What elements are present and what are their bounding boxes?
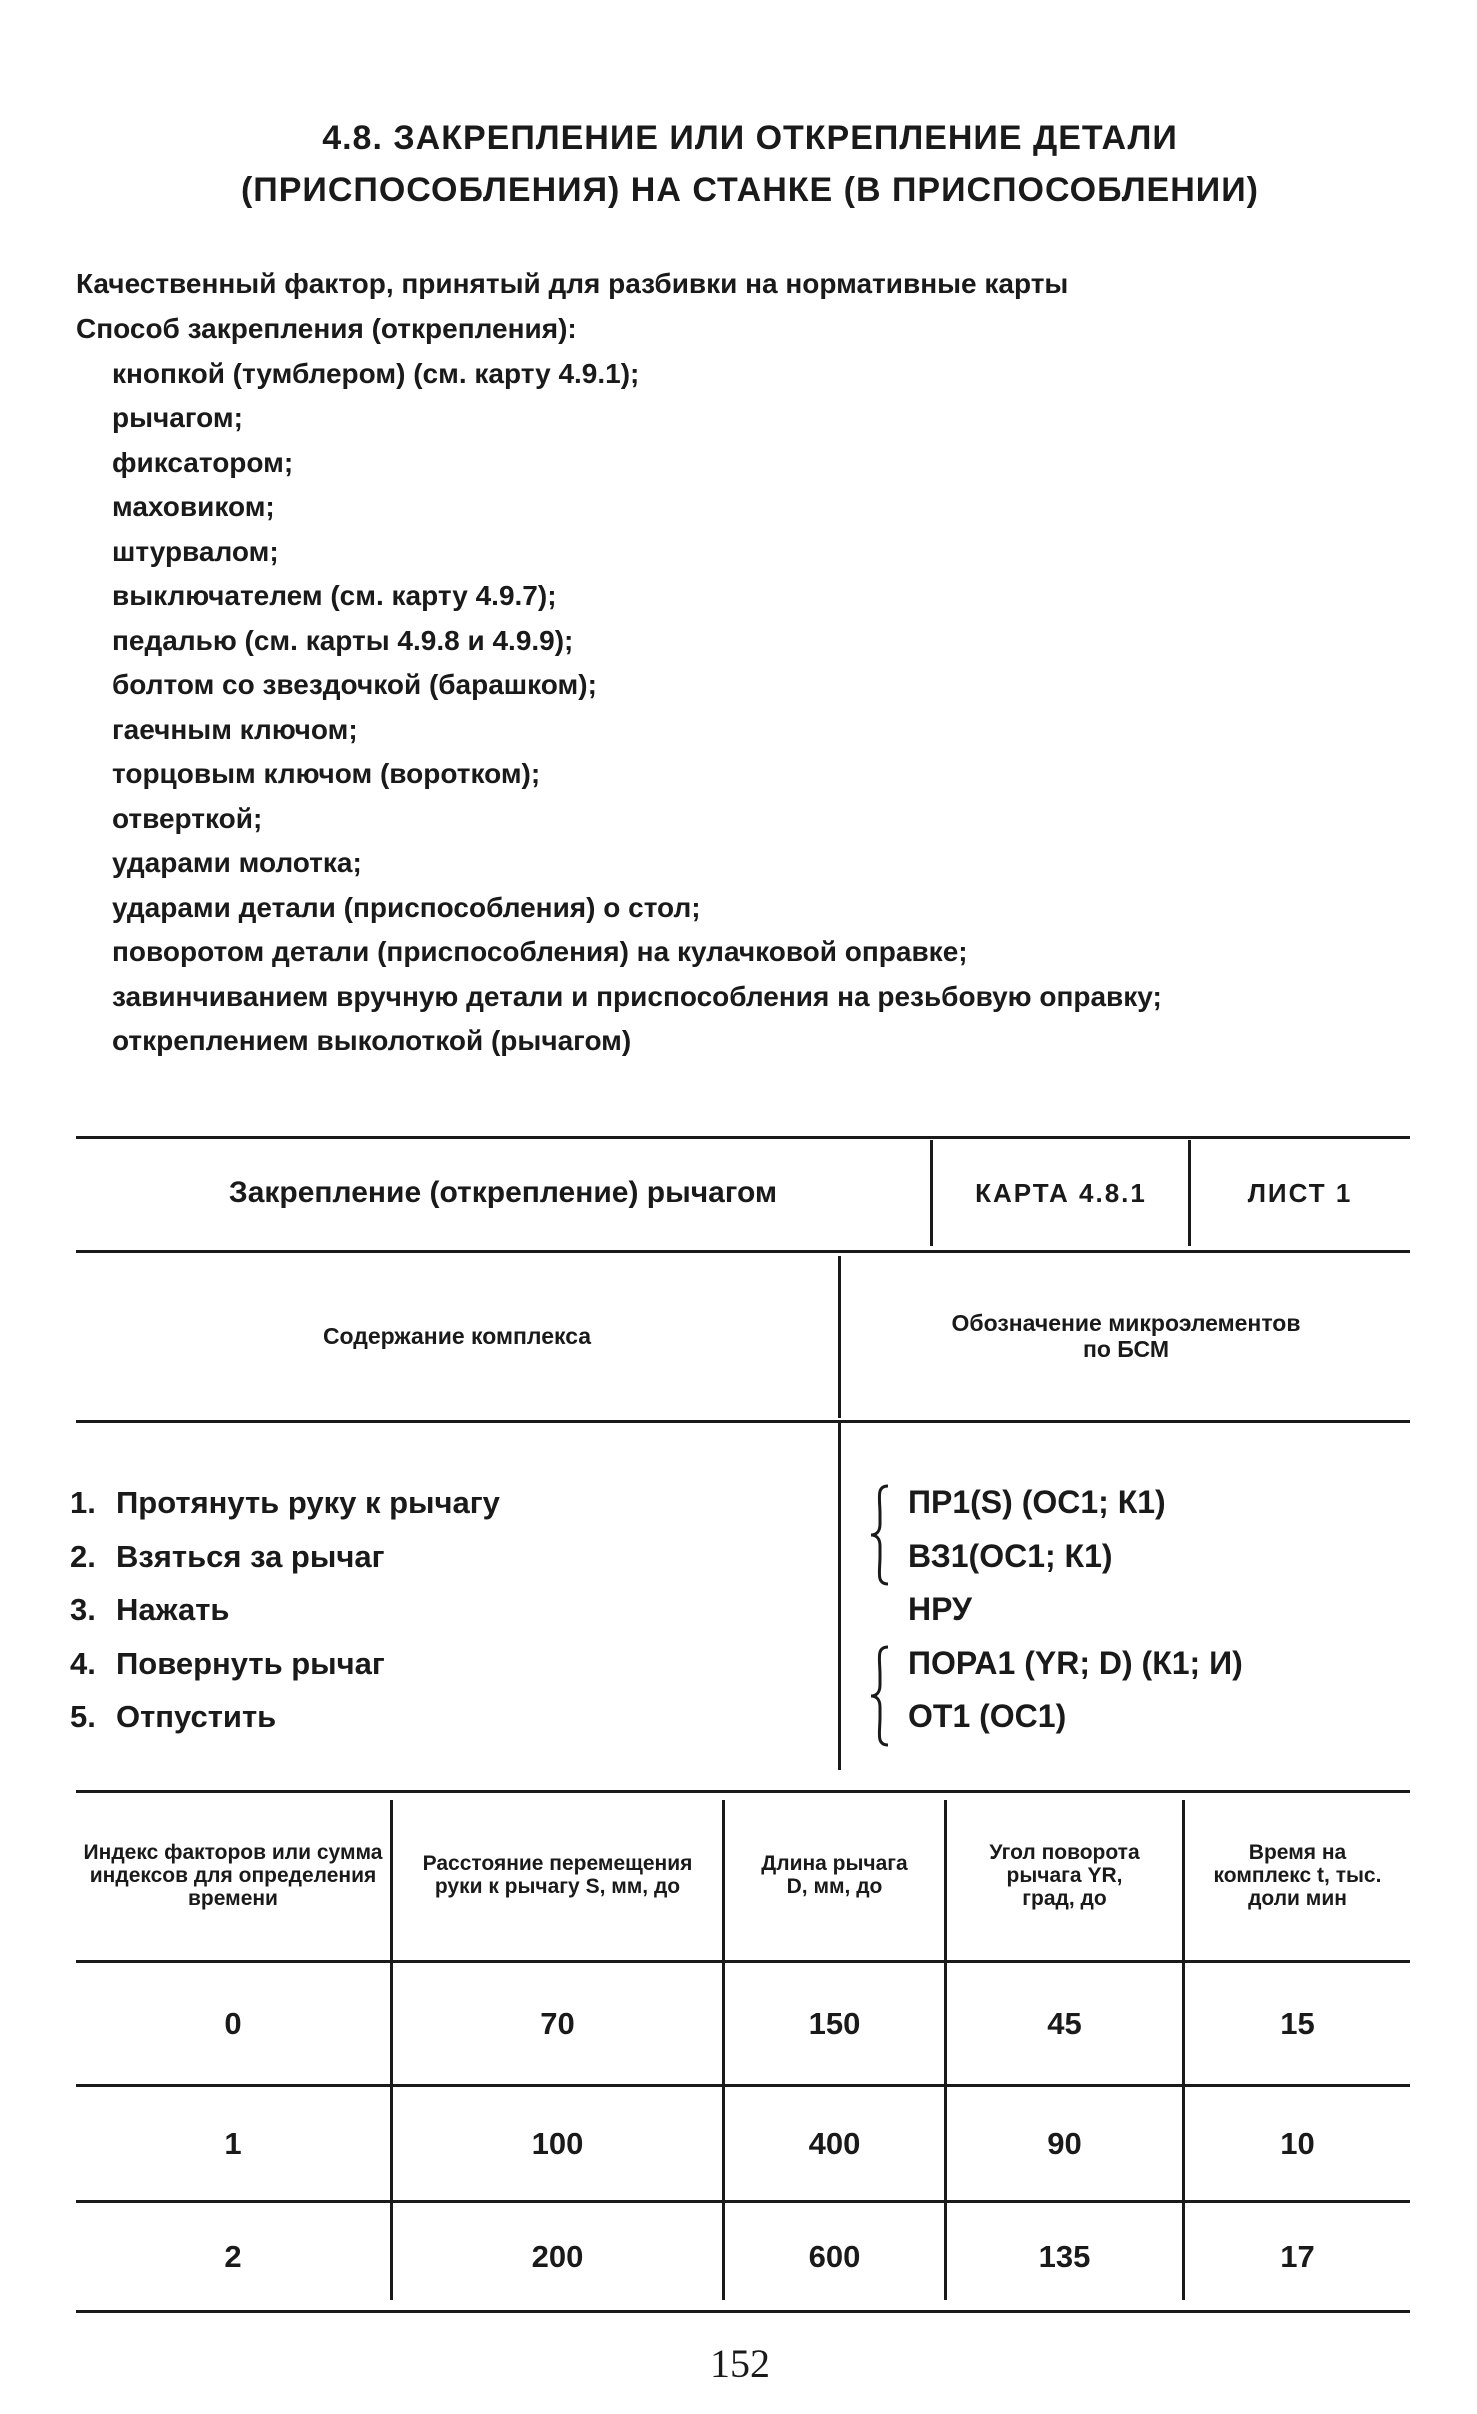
step-text: Протянуть руку к рычагу [116, 1485, 500, 1520]
step-item [70, 1476, 500, 1530]
sheet-number: ЛИСТ 1 [1247, 1177, 1353, 1208]
table-cell: 135 [1038, 2238, 1091, 2274]
content-header-rule [76, 1420, 1410, 1423]
card-number: КАРТА 4.8.1 [975, 1177, 1147, 1208]
step-number: 2. [70, 1538, 96, 1574]
step-item [70, 1583, 500, 1637]
step-number: 3. [70, 1592, 96, 1627]
section-title [120, 112, 1380, 216]
step-text: Взяться за рычаг [116, 1538, 385, 1574]
method-item: рычагом; [112, 402, 243, 433]
step-number: 5. [70, 1699, 96, 1734]
method-item: ударами детали (приспособления) о стол; [112, 891, 701, 923]
method-item: откреплением выколоткой (рычагом) [112, 1025, 632, 1056]
method-item: штурвалом; [112, 535, 279, 567]
table-cell: 70 [540, 2005, 575, 2041]
table-header-index: Индекс факторов или сумма индексов для определения времени [83, 1840, 383, 1910]
step-number: 1. [70, 1485, 96, 1520]
card-title: Закрепление (открепление) рычагом [228, 1176, 778, 1209]
section-title-line-1: 4.8. ЗАКРЕПЛЕНИЕ ИЛИ ОТКРЕПЛЕНИЕ ДЕТАЛИ [322, 119, 1178, 157]
table-cell: 17 [1280, 2238, 1315, 2274]
table-cell: 15 [1280, 2005, 1315, 2041]
code-item: ВЗ1(ОС1; К1) [908, 1537, 1113, 1574]
method-item: болтом со звездочкой (барашком); [112, 669, 597, 700]
table-cell: 400 [808, 2125, 861, 2161]
step-text: Отпустить [116, 1699, 277, 1734]
method-item: ударами молотка; [112, 847, 362, 878]
table-cell: 600 [808, 2238, 861, 2274]
code-item: ОТ1 (ОС1) [908, 1698, 1067, 1734]
qualitative-factor-text: Качественный фактор, принятый для разбивки на нормативные карты [76, 268, 1069, 299]
table-header-distance: Расстояние перемещения руки к рычагу S, мм, до [422, 1852, 693, 1898]
method-item: выключателем (см. карту 4.9.7); [112, 580, 557, 611]
method-item: торцовым ключом (воротком); [112, 758, 541, 789]
table-cell: 0 [224, 2005, 242, 2041]
group-brace-icon [868, 1645, 892, 1747]
microelement-codes-list [908, 1476, 1243, 1744]
group-brace-icon [868, 1484, 892, 1586]
method-item: отверткой; [112, 802, 263, 834]
method-item: фиксатором; [112, 446, 294, 478]
table-cell: 45 [1047, 2005, 1082, 2041]
methods-list [76, 352, 1162, 1064]
table-header-length: Длина рычага D, мм, до [761, 1852, 908, 1898]
page-number: 152 [710, 2341, 770, 2386]
step-text: Повернуть рычаг [116, 1645, 385, 1681]
step-item [70, 1637, 500, 1691]
methods-intro: Способ закрепления (открепления): [76, 313, 577, 344]
table-cell: 150 [808, 2005, 861, 2041]
codes-header-line-1: Обозначение микроэлементов [951, 1310, 1301, 1336]
codes-header-line-2: по БСМ [1082, 1336, 1169, 1362]
table-cell: 1 [224, 2125, 242, 2161]
fixing-methods-block [76, 307, 1162, 1064]
card-header-rule [76, 1250, 1410, 1253]
table-bottom-rule [76, 2310, 1410, 2313]
table-top-rule [76, 1790, 1410, 1793]
method-item: кнопкой (тумблером) (см. карту 4.9.1); [112, 357, 640, 389]
step-number: 4. [70, 1645, 96, 1681]
method-item: поворотом детали (приспособления) на кулачковой оправке; [112, 936, 968, 967]
code-item: ПОРА1 (YR; D) (К1; И) [908, 1644, 1243, 1681]
method-item: гаечным ключом; [112, 713, 358, 745]
content-column-divider [838, 1256, 841, 1418]
method-item: педалью (см. карты 4.9.8 и 4.9.9); [112, 624, 574, 656]
table-cell: 200 [531, 2238, 584, 2274]
table-header-time: Время на комплекс t, тыс. доли мин [1213, 1840, 1382, 1910]
steps-column-divider [838, 1420, 841, 1770]
card-top-rule [76, 1136, 1410, 1139]
method-item: маховиком; [112, 491, 275, 522]
table-cell: 10 [1280, 2125, 1315, 2161]
method-item: завинчиванием вручную детали и приспособления на резьбовую оправку; [112, 980, 1162, 1012]
table-cell: 90 [1047, 2125, 1082, 2161]
step-item [70, 1530, 500, 1584]
table-header-angle: Угол поворота рычага YR, град, до [989, 1840, 1140, 1910]
steps-list [70, 1476, 500, 1744]
codes-header [842, 1256, 1410, 1416]
code-item: ПР1(S) (ОС1; К1) [908, 1484, 1166, 1520]
step-item [70, 1690, 500, 1744]
content-header: Содержание комплекса [322, 1323, 592, 1349]
step-text: Нажать [116, 1592, 230, 1627]
table-cell: 100 [531, 2125, 584, 2161]
table-cell: 2 [224, 2238, 242, 2274]
code-item: НРУ [908, 1591, 972, 1627]
section-title-line-2: (ПРИСПОСОБЛЕНИЯ) НА СТАНКЕ (В ПРИСПОСОБЛЕНИИ) [240, 171, 1259, 209]
